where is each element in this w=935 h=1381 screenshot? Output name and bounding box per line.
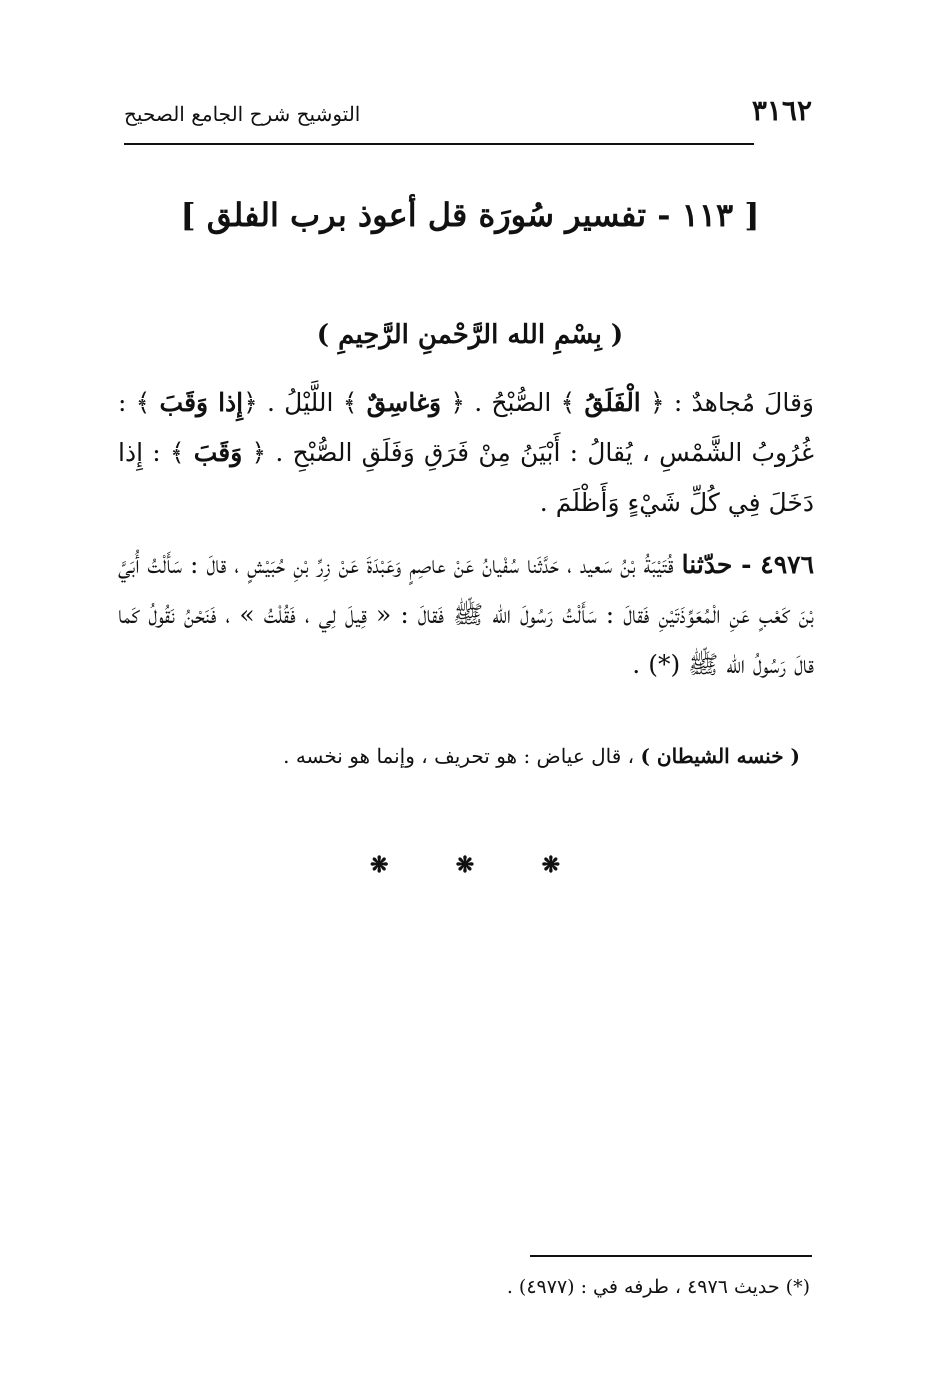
- footnote-divider: [530, 1255, 812, 1257]
- commentary-paragraph: [118, 378, 814, 528]
- commentary-text: ﴾ : إِذا دَخَلَ فِي كُلِّ شَيْءٍ وَأَظْلَمَ .: [118, 438, 814, 517]
- footnote: (*) حديث ٤٩٧٦ ، طرفه في : (٤٩٧٧) .: [506, 1276, 810, 1298]
- section-separator: [370, 852, 560, 878]
- commentary-text: ﴾ اللَّيْلُ . ﴿: [243, 388, 367, 417]
- quranic-term: إِذا وَقَبَ: [159, 388, 244, 417]
- main-text: [118, 378, 814, 690]
- quranic-term: وَغاسِقٌ: [366, 388, 442, 417]
- hadith-paragraph: [118, 540, 814, 690]
- hadith-lead: - حدّثنا: [681, 550, 761, 579]
- asterism-icon: ❋: [541, 852, 560, 878]
- note-text: ، قال عياض : هو تحريف ، وإنما هو نخسه .: [283, 744, 641, 768]
- running-title: التوشيح شرح الجامع الصحيح: [124, 102, 361, 126]
- hadith-text: قُتَيْبَةُ بْنُ سَعيد ، حَدَّثَنا سُفْيانُ عَنْ عاصِمٍ وَعَبْدَةَ عَنْ زِرِّ بْنِ حُبَيْشٍ ، قالَ : سَأَلْتُ أُبَيَّ بْنَ كَعْبٍ عَنِ الْمُعَوِّذَتَيْنِ فَقالَ : سَأَلْتُ رَسُولَ الله ﷺ فَقالَ : « قِيلَ لِي ، فَقُلْتُ » ، فَنَحْنُ نَقُولُ كَما قالَ رَسُولُ الله ﷺ (*) .: [118, 550, 814, 679]
- editorial-note: [150, 744, 800, 768]
- page-header: [124, 94, 812, 146]
- header-divider: [124, 143, 754, 145]
- hadith-number: ٤٩٧٦: [760, 550, 814, 579]
- commentary-text: وَقالَ مُجاهدٌ : ﴿: [640, 388, 814, 417]
- chapter-title: [ ١١٣ - تفسير سُورَة قل أعوذ برب الفلق ]: [180, 196, 760, 234]
- asterism-icon: ❋: [455, 852, 475, 878]
- commentary-text: ﴾ الصُّبْحُ . ﴿: [441, 388, 585, 417]
- commentary-text: ﴾ : غُرُوبُ الشَّمْسِ ، يُقالُ : أَبْيَنُ مِنْ فَرَقِ وَفَلَقِ الصُّبْحِ . ﴿: [118, 388, 815, 467]
- page-number: ٣١٦٢: [751, 94, 812, 127]
- note-quoted-phrase: ( خنسه الشيطان ): [640, 744, 800, 768]
- asterism-icon: ❋: [370, 852, 389, 878]
- basmala: ( بِسْمِ الله الرَّحْمنِ الرَّحِيمِ ): [316, 320, 624, 350]
- quranic-term: الْفَلَقُ: [584, 388, 641, 417]
- quranic-term: وَقَبَ: [193, 438, 243, 467]
